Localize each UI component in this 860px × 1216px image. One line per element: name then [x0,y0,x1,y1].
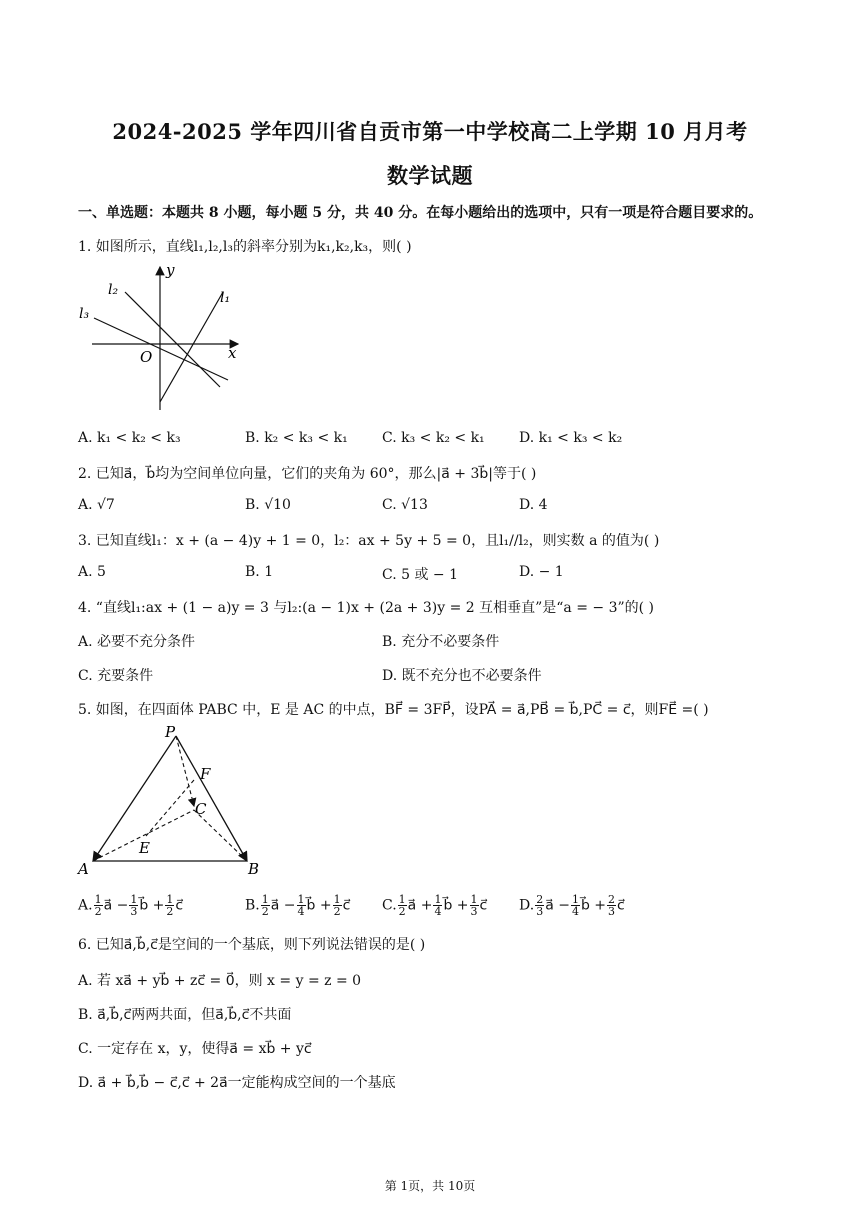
q2-option-c: C. √13 [382,497,428,513]
line-l1 [160,292,223,402]
q5-stem: 5. 如图，在四面体 PABC 中，E 是 AC 的中点，BF⃗ = 3FP⃗，设PA⃗ = a⃗,PB⃗ = b⃗,PC⃗ = c⃗，则FE⃗ =( ) [78,702,709,718]
segment-fe [146,780,194,836]
q2-option-b: B. √10 [245,497,291,513]
q3-stem: 3. 已知直线l₁：x + (a − 4)y + 1 = 0，l₂：ax + 5y + 5 = 0，且l₁//l₂，则实数 a 的值为( ) [78,533,660,549]
q2-option-a: A. √7 [78,497,115,513]
vertex-a-label: A [78,860,89,878]
vertex-b-label: B [248,860,260,878]
q5-option-b: B. $\frac{1}{2}$ a⃗ − $\frac{1}{4}$ b⃗ + $\frac{1}{2}$ c⃗ [245,893,351,918]
point-e-label: E [139,839,150,857]
vertex-c-label: C [195,800,207,818]
q5-figure [76,724,266,880]
q1-option-b: B. k₂ < k₃ < k₁ [245,430,348,446]
edge-pc [176,736,194,806]
vertex-p-label: P [165,724,176,741]
q6-option-c: C. 一定存在 x，y，使得a⃗ = xb⃗ + yc⃗ [78,1041,312,1057]
q4-stem: 4. “直线l₁:ax + (1 − a)y = 3 与l₂:(a − 1)x + (2a + 3)y = 2 互相垂直”是“a = − 3”的( ) [78,600,655,616]
q1-option-a: A. k₁ < k₂ < k₃ [78,430,181,446]
q1-stem: 1. 如图所示，直线l₁,l₂,l₃的斜率分别为k₁,k₂,k₃，则( ) [78,239,412,255]
q6-option-d: D. a⃗ + b⃗,b⃗ − c⃗,c⃗ + 2a⃗一定能构成空间的一个基底 [78,1075,396,1091]
l3-label: l₃ [79,306,90,322]
exam-title: 2024-2025 学年四川省自贡市第一中学校高二上学期 10 月月考 [112,119,748,144]
q2-stem: 2. 已知a⃗，b⃗均为空间单位向量，它们的夹角为 60°，那么|a⃗ + 3b⃗|等于( ) [78,466,537,482]
q3-option-c: C. 5 或 − 1 [382,567,459,583]
q5-option-a: A. $\frac{1}{2}$ a⃗ − $\frac{1}{3}$ b⃗ + $\frac{1}{2}$ c⃗ [78,893,184,918]
section-heading: 一、单选题：本题共 8 小题，每小题 5 分，共 40 分。在每小题给出的选项中，只有一项是符合题目要求的。 [78,205,763,221]
q3-option-a: A. 5 [78,564,106,580]
q4-option-a: A. 必要不充分条件 [78,634,196,650]
q4-option-b: B. 充分不必要条件 [382,634,500,650]
q5-option-d: D. $\frac{2}{3}$ a⃗ − $\frac{1}{4}$ b⃗ + $\frac{2}{3}$ c⃗ [519,893,625,918]
q2-option-d: D. 4 [519,497,548,513]
point-f-label: F [200,765,211,783]
edge-pb [176,736,247,861]
q6-option-b: B. a⃗,b⃗,c⃗两两共面，但a⃗,b⃗,c⃗不共面 [78,1007,292,1023]
edge-pa [93,736,176,861]
l1-label: l₁ [220,290,231,306]
q4-option-d: D. 既不充分也不必要条件 [382,668,542,684]
q6-stem: 6. 已知a⃗,b⃗,c⃗是空间的一个基底，则下列说法错误的是( ) [78,937,426,953]
origin-label: O [140,348,153,366]
q1-option-d: D. k₁ < k₃ < k₂ [519,430,623,446]
exam-subtitle: 数学试题 [387,163,473,188]
q6-option-a: A. 若 xa⃗ + yb⃗ + zc⃗ = 0⃗，则 x = y = z = 0 [78,973,362,989]
q5-option-c: C. $\frac{1}{2}$ a⃗ + $\frac{1}{4}$ b⃗ + $\frac{1}{3}$ c⃗ [382,893,488,918]
q4-option-c: C. 充要条件 [78,668,154,684]
q1-figure [78,262,248,414]
l2-label: l₂ [108,282,119,298]
q3-option-d: D. − 1 [519,564,564,580]
q3-option-b: B. 1 [245,564,274,580]
x-axis-label: x [228,344,237,362]
y-axis-label: y [166,262,175,279]
q1-option-c: C. k₃ < k₂ < k₁ [382,430,485,446]
page-footer: 第 1页，共 10页 [384,1179,476,1193]
